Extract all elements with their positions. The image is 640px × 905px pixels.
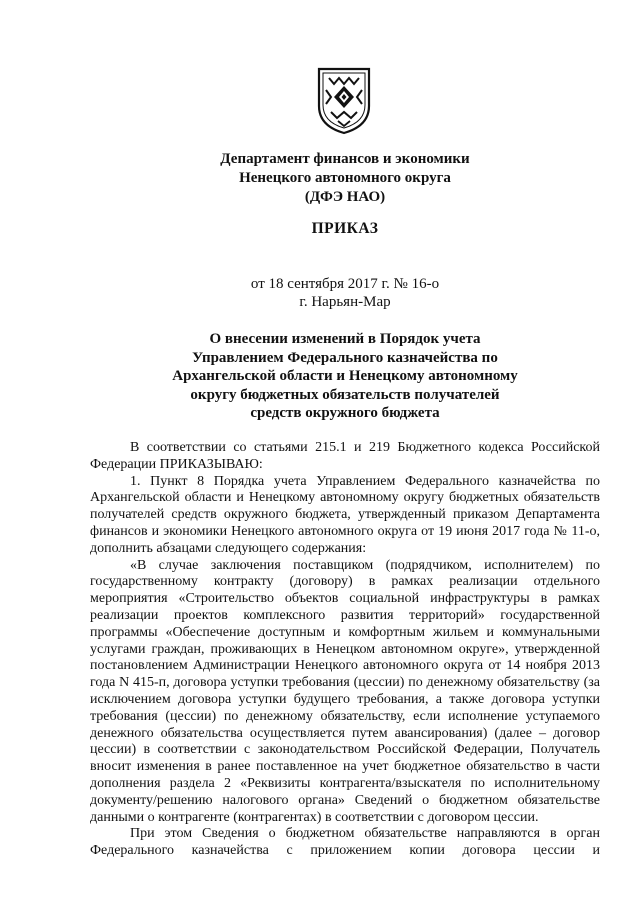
paragraph-cession-rules: «В случае заключения поставщиком (подрядчиком, исполнителем) по государственному контракту (договору) в рамках реализации отдельного мероприятия «Строительство объектов социальной инфраструктуры в рамках реализации проектов комплексного развития территорий» государственной программы «Обеспечение доступным и комфортным жильем и коммунальными услугами граждан, проживающих в Ненецком автономном округе», утвержденной постановлением Администрации Ненецкого автономного округа от 14 ноября 2013 года N 415-п, договора уступки требования (цессии) по денежному обязательству (за исключением договора уступки будущего требования, а также договора уступки требования (цессии) по денежному обязательству, если исполнение уступаемого денежного обязательства осуществляется путем авансирования) (далее – договор цессии) в соответствии с законодательством Российской Федерации, Получатель вносит изменения в ранее поставленное на учет бюджетное обязательство в части дополнения раздела 2 «Реквизиты контрагента/взыскателя по исполнительному документу/решению налогового органа» Сведений о бюджетном обязательстве данными о контрагенте (контрагентах) в соответствии с договором цессии. — [90, 557, 600, 825]
subject-line-3: Архангельской области и Ненецкому автономному — [172, 368, 518, 385]
organization-name — [90, 150, 600, 207]
subject-line-5: средств окружного бюджета — [250, 405, 440, 422]
order-place: г. Нарьян-Мар — [299, 294, 391, 310]
org-line-2: Ненецкого автономного округа — [239, 170, 451, 186]
paragraph-legal-basis: В соответствии со статьями 215.1 и 219 Бюджетного кодекса Российской Федерации ПРИКАЗЫВАЮ: — [90, 440, 600, 472]
order-date-number: от 18 сентября 2017 г. № 16-о — [250, 276, 440, 292]
order-subject — [90, 330, 600, 423]
subject-line-4: округу бюджетных обязательств получателей — [190, 386, 500, 403]
org-line-3: (ДФЭ НАО) — [304, 189, 386, 205]
document-type-title: ПРИКАЗ — [311, 220, 379, 237]
date-and-place — [90, 275, 600, 311]
subject-line-1: О внесении изменений в Порядок учета — [209, 331, 481, 347]
subject-line-2: Управлением Федерального казначейства по — [192, 349, 498, 366]
paragraph-item-1: 1. Пункт 8 Порядка учета Управлением Федерального казначейства по Архангельской области и Ненецкому автономному округу бюджетных обязательств получателей средств окружного бюджета, утвержденный приказом Департамента финансов и экономики Ненецкого автономного округа от 19 июня 2017 года № 11-о, дополнить абзацами следующего содержания: — [90, 473, 600, 556]
order-body — [90, 440, 600, 860]
org-line-1: Департамент финансов и экономики — [220, 151, 470, 167]
coat-of-arms-icon — [316, 66, 372, 136]
paragraph-submission: При этом Сведения о бюджетном обязательстве направляются в орган Федерального казначейства с приложением копии договора цессии и — [90, 826, 600, 859]
